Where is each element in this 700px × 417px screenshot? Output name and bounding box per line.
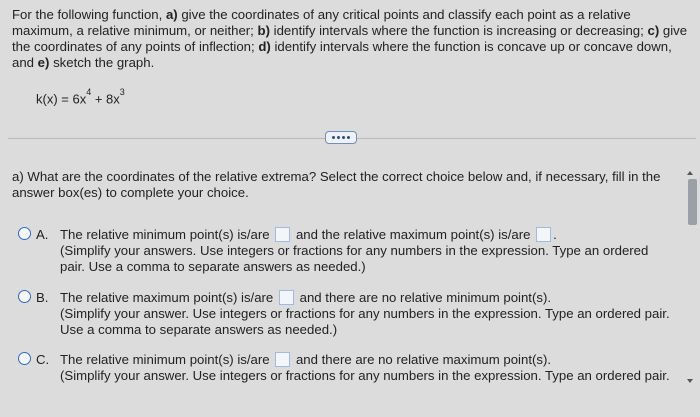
part-e-text: sketch the graph. bbox=[49, 55, 155, 70]
choice-note: (Simplify your answer. Use integers or fractions for any numbers in the expression. Type an ordered pair. bbox=[60, 368, 670, 383]
question-text: a) What are the coordinates of the relative extrema? Select the correct choice below and, if necessary, fill in the answer box(es) to complete your choice. bbox=[12, 169, 661, 200]
exponent-2: 3 bbox=[119, 87, 125, 97]
dot-icon bbox=[342, 136, 345, 139]
part-d-text: identify intervals where the function is concave up or concave down, and bbox=[12, 39, 672, 70]
choice-text: The relative minimum point(s) is/are bbox=[60, 352, 270, 367]
scroll-up-icon[interactable] bbox=[687, 171, 693, 175]
choice-text-period: . bbox=[553, 227, 557, 242]
part-c-label: c) bbox=[647, 23, 660, 38]
answer-box-max[interactable] bbox=[536, 227, 551, 242]
choice-body bbox=[60, 227, 670, 275]
choice-letter: C. bbox=[36, 352, 50, 367]
scrollbar[interactable] bbox=[684, 155, 700, 417]
expand-more-button[interactable] bbox=[325, 131, 357, 144]
dot-icon bbox=[337, 136, 340, 139]
choice-note: (Simplify your answers. Use integers or fractions for any numbers in the expression. Type an ordered pair. Use a comma to separate answers as needed.) bbox=[60, 243, 649, 274]
function-term: + 8x bbox=[91, 91, 120, 107]
part-d-label: d) bbox=[258, 39, 271, 54]
choice-note: (Simplify your answer. Use integers or fractions for any numbers in the expression. Type an ordered pair. Use a comma to separate answers as needed.) bbox=[60, 306, 670, 337]
exponent-1: 4 bbox=[86, 87, 92, 97]
choice-text: and there are no relative minimum point(s). bbox=[299, 290, 552, 305]
choice-text: and the relative maximum point(s) is/are bbox=[295, 227, 531, 242]
part-a-label: a) bbox=[165, 7, 178, 22]
part-b-text: identify intervals where the function is increasing or decreasing; bbox=[269, 23, 648, 38]
scroll-down-icon[interactable] bbox=[687, 379, 693, 383]
answer-box-min[interactable] bbox=[275, 352, 290, 367]
problem-intro: For the following function, bbox=[12, 7, 166, 22]
dot-icon bbox=[347, 136, 350, 139]
part-e-label: e) bbox=[37, 55, 50, 70]
choice-letter: A. bbox=[36, 227, 49, 242]
choice-body bbox=[60, 290, 670, 338]
part-c-text: give the coordinates of any points of inflection; bbox=[12, 23, 688, 54]
function-expression bbox=[36, 87, 125, 107]
radio-button-icon[interactable] bbox=[18, 227, 31, 240]
problem-statement bbox=[12, 7, 688, 71]
answer-box-min[interactable] bbox=[275, 227, 290, 242]
choice-letter: B. bbox=[36, 290, 49, 305]
scroll-thumb[interactable] bbox=[688, 179, 697, 225]
radio-button-icon[interactable] bbox=[18, 290, 31, 303]
part-a-text: give the coordinates of any critical points and classify each point as a relative maximum, a relative minimum, or neither; bbox=[12, 7, 631, 38]
radio-button-icon[interactable] bbox=[18, 352, 31, 365]
choice-text: The relative maximum point(s) is/are bbox=[60, 290, 274, 305]
part-b-label: b) bbox=[257, 23, 270, 38]
function-lhs: k(x) = 6x bbox=[36, 91, 87, 107]
choice-text: and there are no relative maximum point(s). bbox=[295, 352, 552, 367]
answer-box-max[interactable] bbox=[279, 290, 294, 305]
choice-body bbox=[60, 352, 670, 384]
choice-text: The relative minimum point(s) is/are bbox=[60, 227, 270, 242]
dot-icon bbox=[332, 136, 335, 139]
